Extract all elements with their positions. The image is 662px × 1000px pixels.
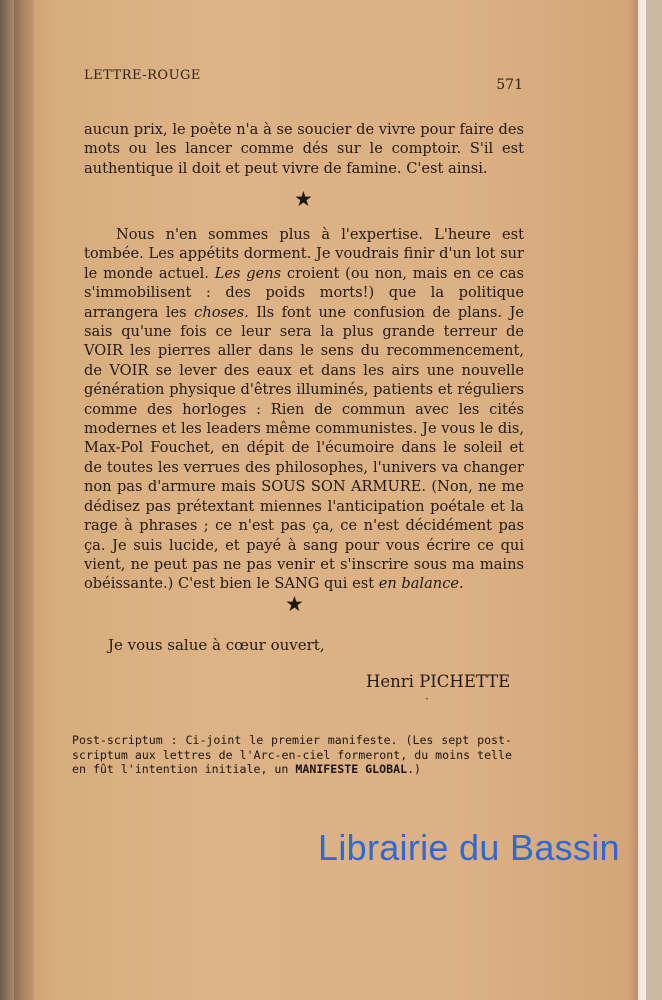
signature: Henri PICHETTE (366, 672, 511, 691)
salutation: Je vous salue à cœur ouvert, (108, 636, 325, 654)
star-separator-1: ★ (294, 187, 313, 211)
ink-dot: · (425, 692, 429, 706)
book-page (14, 0, 646, 1000)
star-separator-2: ★ (285, 592, 304, 616)
page-gutter (14, 0, 34, 1000)
manifeste-global: MANIFESTE GLOBAL (295, 762, 408, 776)
caps-sang: SANG (274, 575, 320, 593)
page-number: 571 (496, 77, 523, 93)
paragraph-1: aucun prix, le poète n'a à se soucier de vivre pour faire des mots ou les lancer comme dés sur le comptoir. S'il est authentique il doit et peut vivre de famine. C'est ainsi. (84, 121, 524, 177)
italic-les-gens: Les gens (214, 264, 282, 282)
caps-voir-1: VOIR (84, 342, 123, 360)
postscript: Post-scriptum : Ci-joint le premier manifeste. (Les sept post-scriptum aux lettres de l'Arc-en-ciel formeront, du moins telle en fût l'intention initiale, un MANIFESTE GLOBAL.) (72, 733, 512, 776)
bookseller-watermark: Librairie du Bassin (318, 827, 620, 868)
verso-page-edge (0, 0, 14, 1000)
paragraph-2: Nous n'en sommes plus à l'expertise. L'heure est tombée. Les appétits dorment. Je voudrais finir d'un lot sur le monde actuel. Les gens croient (ou non, mais en ce cas s'immobilisent : des poids morts!) que la politique arrangera les choses. Ils font une confusion de plans. Je sais qu'une fois ce leur sera la plus grande terreur de VOIR les pierres aller dans le sens du recommencement, de VOIR se lever des eaux et dans les airs une nouvelle génération physique d'êtres illuminés, patients et réguliers comme des horloges : Rien de commun avec les cités modernes et les leaders même communistes. Je vous le dis, Max-Pol Fouchet, en dépit de l'écumoire dans le soleil et de toutes les verrues des philosophes, l'univers va changer non pas d'armure mais SOUS SON ARMURE. (Non, ne me dédisez pas prétextant miennes l'anticipation poétale et la rage à phrases ; ce n'est pas ça, ce n'est décidément pas ça. Je suis lucide, et payé à sang pour vous écrire ce qui vient, ne peut pas ne pas venir et s'inscrire sous ma mains obéissante.) C'est bien le SANG qui est en balance. (84, 226, 525, 593)
running-title: LETTRE-ROUGE (84, 68, 201, 83)
italic-en-balance: en balance. (378, 575, 464, 593)
caps-sous-son-armure: SOUS SON ARMURE (261, 478, 422, 496)
italic-choses: choses. (194, 303, 249, 321)
caps-voir-2: VOIR (109, 361, 149, 379)
page-right-edge (628, 0, 646, 1000)
